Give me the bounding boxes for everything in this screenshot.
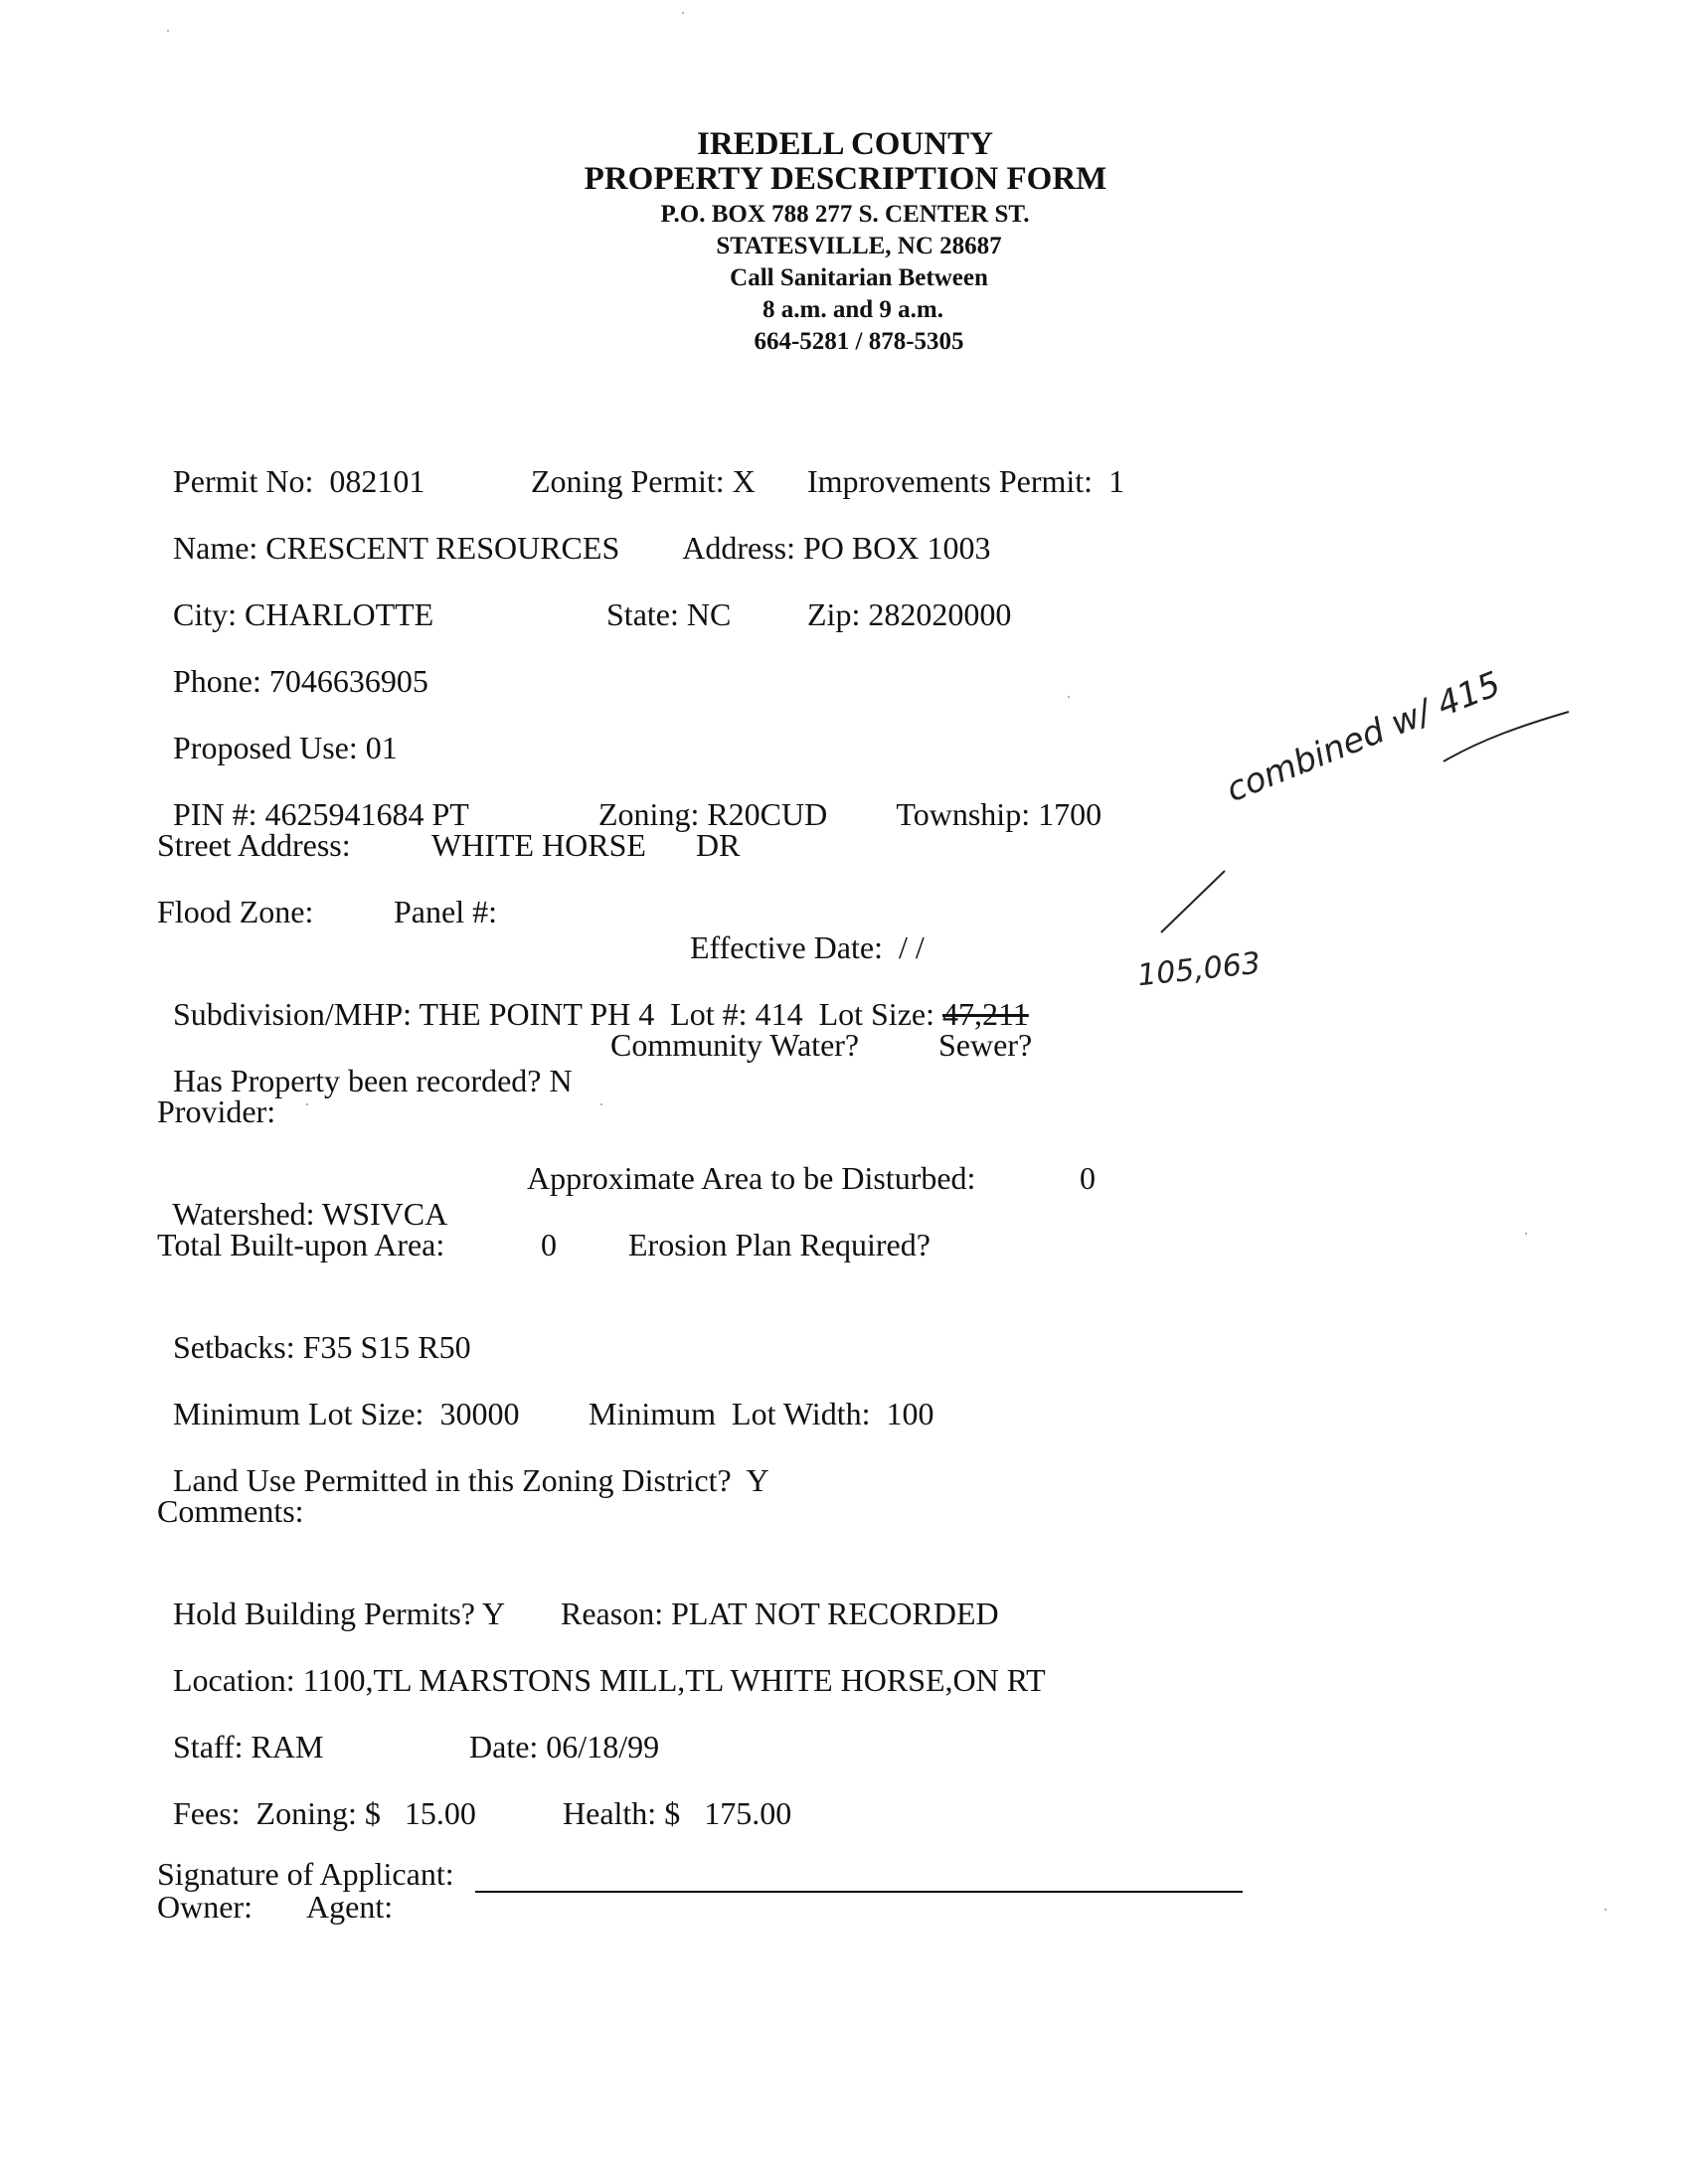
zip-value: 282020000	[868, 596, 1012, 632]
improvements-permit-row	[791, 427, 1124, 499]
handwritten-new-lot-size: 105,063	[1135, 945, 1263, 994]
effective-date-value: / /	[898, 929, 925, 965]
state-value: NC	[686, 596, 732, 632]
permit-no-label: Permit No:	[173, 463, 314, 499]
zoning-permit-value: X	[732, 463, 756, 499]
address-value: PO BOX 1003	[803, 530, 991, 566]
subdivision-label: Subdivision/MHP:	[173, 996, 413, 1032]
recorded-value: N	[549, 1063, 573, 1098]
scan-speck	[1525, 1233, 1527, 1235]
address-row	[668, 494, 990, 566]
setbacks-label: Setbacks:	[173, 1329, 295, 1365]
effective-date-row	[674, 894, 925, 965]
permit-no-row	[157, 427, 424, 499]
township-value: 1700	[1038, 796, 1102, 832]
phone-value: 7046636905	[268, 663, 428, 699]
min-lot-width-label: Minimum Lot Width:	[589, 1396, 871, 1431]
phone-row	[157, 627, 428, 699]
reason-row	[545, 1560, 999, 1631]
panel-label: Panel #:	[394, 894, 497, 929]
permit-no-value: 082101	[329, 463, 425, 499]
address-line-1: P.O. BOX 788 277 S. CENTER ST.	[660, 201, 1030, 228]
zoning-value: R20CUD	[707, 796, 828, 832]
subdivision-value: THE POINT PH 4	[419, 996, 655, 1032]
lot-label: Lot #:	[670, 996, 748, 1032]
county-title: IREDELL COUNTY	[697, 126, 993, 162]
land-use-label: Land Use Permitted in this Zoning District?	[173, 1462, 732, 1498]
call-line-2: 8 a.m. and 9 a.m.	[762, 296, 943, 323]
date-value: 06/18/99	[546, 1729, 660, 1764]
built-upon-label: Total Built-upon Area:	[157, 1227, 445, 1262]
zip-label: Zip:	[807, 596, 861, 632]
effective-date-label: Effective Date:	[690, 929, 883, 965]
scan-speck	[600, 1103, 602, 1105]
signature-label: Signature of Applicant:	[157, 1856, 454, 1892]
fees-label: Fees:	[173, 1795, 241, 1831]
state-label: State:	[606, 596, 679, 632]
zoning-permit-row	[515, 427, 756, 499]
location-value: 1100,TL MARSTONS MILL,TL WHITE HORSE,ON RT	[302, 1662, 1046, 1698]
lot-size-label: Lot Size:	[818, 996, 934, 1032]
min-lot-width-row	[573, 1360, 933, 1431]
setbacks-row	[157, 1293, 471, 1365]
zoning-row	[583, 760, 827, 832]
lot-value: 414	[755, 996, 803, 1032]
city-label: City:	[173, 596, 238, 632]
pin-value: 4625941684 PT	[264, 796, 469, 832]
street-type-value: DR	[696, 827, 741, 863]
flood-zone-label: Flood Zone:	[157, 894, 314, 929]
watershed-value: WSIVCA	[321, 1196, 448, 1232]
scan-speck	[306, 1103, 308, 1105]
min-lot-size-row	[157, 1360, 519, 1431]
proposed-use-row	[157, 694, 398, 765]
fees-zoning-label: Zoning: $	[255, 1795, 381, 1831]
community-water-label: Community Water?	[610, 1027, 860, 1063]
reason-label: Reason:	[561, 1596, 664, 1631]
min-lot-size-value: 30000	[439, 1396, 520, 1431]
sewer-label: Sewer?	[938, 1027, 1033, 1063]
subdivision-row	[157, 960, 1029, 1032]
comments-label: Comments:	[157, 1493, 304, 1529]
lot-size-struck-value: 47,211	[941, 996, 1029, 1032]
scan-speck	[682, 12, 684, 14]
form-header	[0, 127, 1694, 197]
reason-value: PLAT NOT RECORDED	[671, 1596, 999, 1631]
zoning-label: Zoning:	[598, 796, 700, 832]
name-row	[157, 494, 619, 566]
hold-row	[157, 1560, 505, 1631]
form-title: PROPERTY DESCRIPTION FORM	[584, 161, 1107, 197]
location-row	[157, 1626, 1046, 1698]
handwritten-combined-note: combined w/ 415	[1221, 664, 1507, 811]
provider-label: Provider:	[157, 1093, 276, 1129]
hold-value: Y	[481, 1596, 505, 1631]
street-name-value: WHITE HORSE	[431, 827, 646, 863]
min-lot-width-value: 100	[886, 1396, 934, 1431]
date-row	[453, 1693, 659, 1764]
proposed-use-label: Proposed Use:	[173, 730, 358, 765]
watershed-row	[157, 1160, 447, 1232]
scan-speck	[167, 30, 169, 32]
scan-speck	[1605, 1909, 1607, 1911]
name-value: CRESCENT RESOURCES	[265, 530, 620, 566]
date-label: Date:	[469, 1729, 539, 1764]
pin-row	[157, 760, 469, 832]
staff-row	[157, 1693, 323, 1764]
staff-value: RAM	[251, 1729, 324, 1764]
staff-label: Staff:	[173, 1729, 244, 1764]
land-use-row	[157, 1427, 769, 1498]
city-value: CHARLOTTE	[245, 596, 434, 632]
proposed-use-value: 01	[365, 730, 398, 765]
handwritten-pen-strokes	[1133, 676, 1571, 964]
fees-row	[157, 1760, 476, 1831]
fees-health-row	[547, 1760, 791, 1831]
city-row	[157, 561, 433, 632]
watershed-label: Watershed:	[172, 1196, 315, 1232]
land-use-value: Y	[746, 1462, 769, 1498]
signature-line	[475, 1891, 1243, 1893]
zip-row	[791, 561, 1011, 632]
min-lot-size-label: Minimum Lot Size:	[173, 1396, 424, 1431]
owner-label: Owner:	[157, 1889, 253, 1925]
address-line-2: STATESVILLE, NC 28687	[716, 233, 1002, 259]
scan-speck	[1068, 696, 1070, 698]
agent-label: Agent:	[306, 1889, 394, 1925]
setbacks-value: F35 S15 R50	[302, 1329, 471, 1365]
built-upon-value: 0	[541, 1227, 557, 1262]
call-line-1: Call Sanitarian Between	[730, 264, 988, 291]
state-row	[591, 561, 731, 632]
hold-label: Hold Building Permits?	[173, 1596, 475, 1631]
fees-zoning-value: 15.00	[404, 1795, 476, 1831]
phone-label: Phone:	[173, 663, 261, 699]
location-label: Location:	[173, 1662, 295, 1698]
fees-health-value: 175.00	[704, 1795, 792, 1831]
disturbed-value: 0	[1080, 1160, 1096, 1196]
phone-numbers: 664-5281 / 878-5305	[754, 328, 964, 355]
pin-label: PIN #:	[173, 796, 257, 832]
disturbed-label: Approximate Area to be Disturbed:	[527, 1160, 976, 1196]
address-label: Address:	[682, 530, 795, 566]
recorded-row	[157, 1027, 573, 1098]
recorded-label: Has Property been recorded?	[173, 1063, 542, 1098]
zoning-permit-label: Zoning Permit:	[531, 463, 725, 499]
improvements-permit-value: 1	[1108, 463, 1125, 499]
header-address-block	[0, 199, 1694, 358]
erosion-label: Erosion Plan Required?	[628, 1227, 931, 1262]
township-row	[881, 760, 1101, 832]
street-address-label: Street Address:	[157, 827, 351, 863]
fees-health-label: Health: $	[563, 1795, 681, 1831]
name-label: Name:	[173, 530, 258, 566]
improvements-permit-label: Improvements Permit:	[807, 463, 1094, 499]
township-label: Township:	[896, 796, 1031, 832]
